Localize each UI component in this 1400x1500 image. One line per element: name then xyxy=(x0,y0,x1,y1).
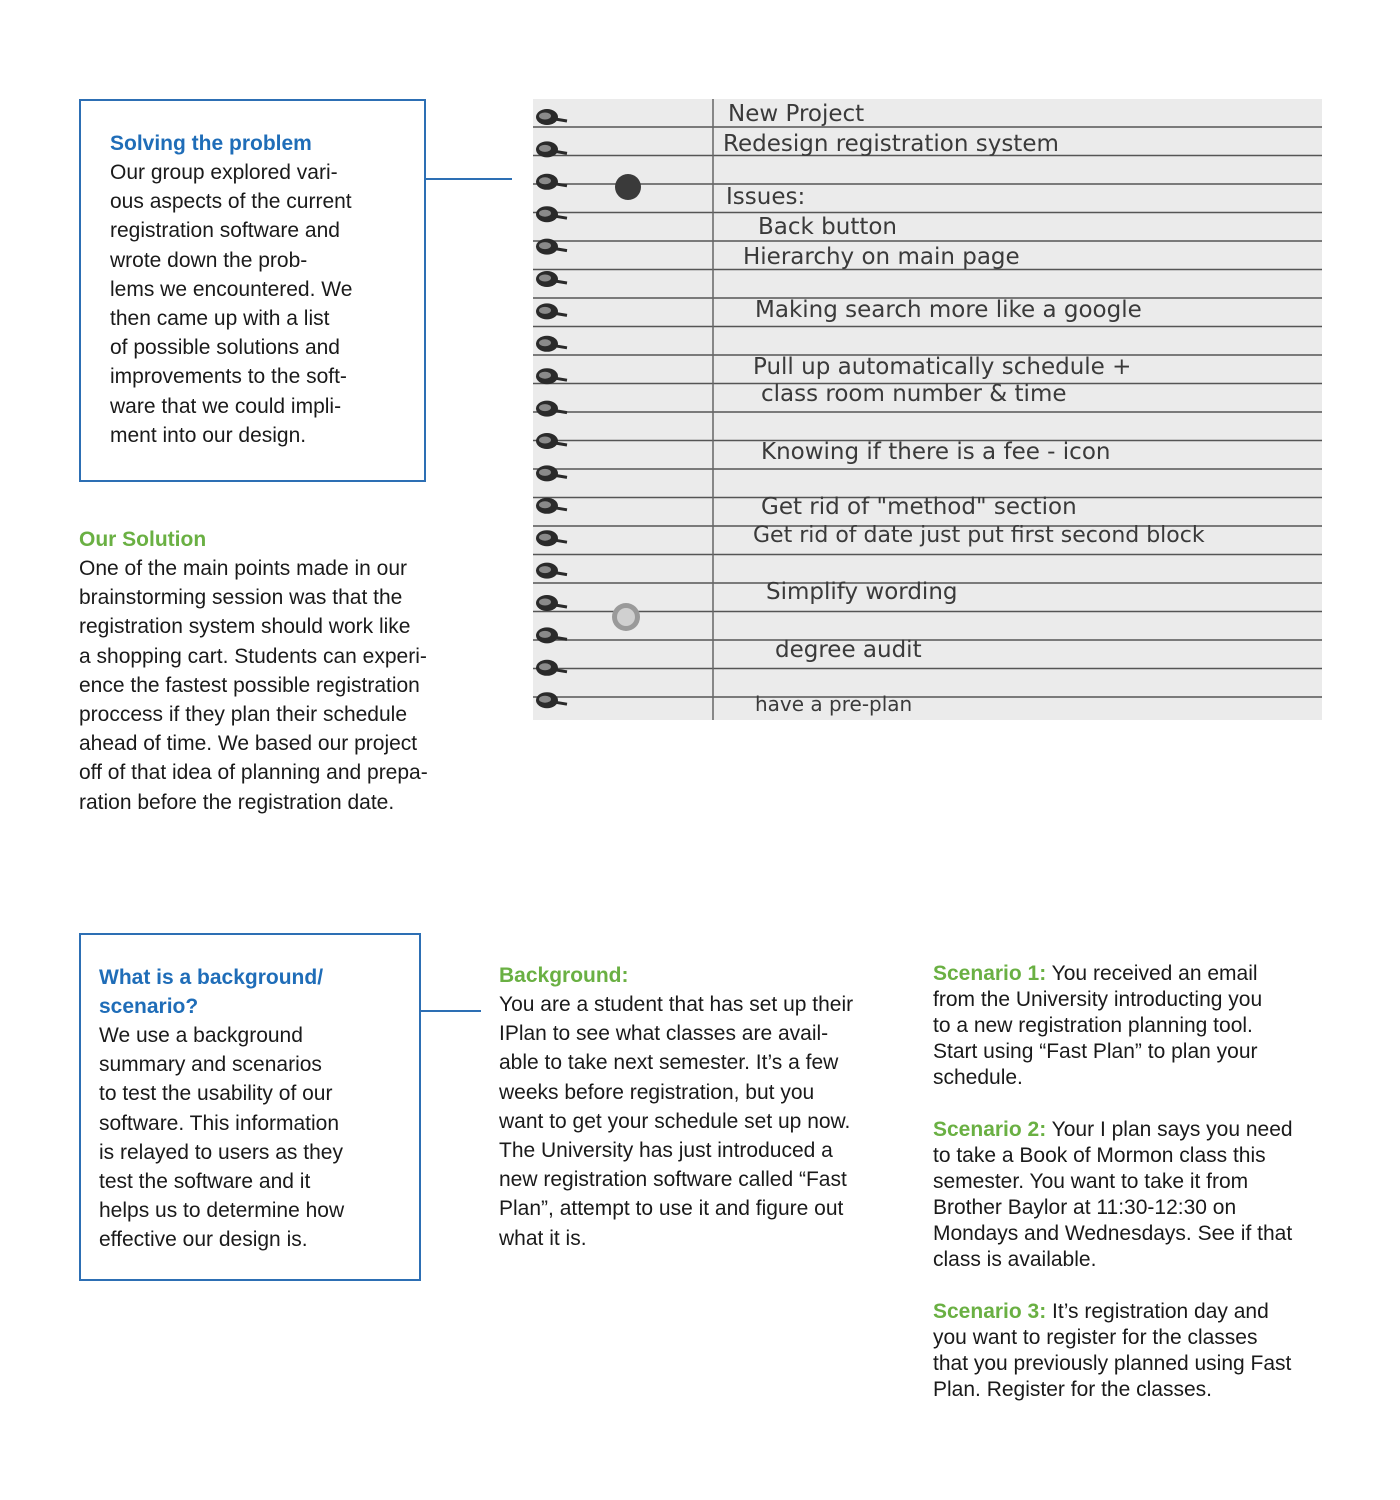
scenario-3-text: It’s registration day and you want to register for the classes that you previously planned using Fast Plan. Register for the classes. xyxy=(933,1300,1292,1401)
note-line: class room number & time xyxy=(761,381,1067,407)
note-line: Pull up automatically schedule + xyxy=(753,354,1132,380)
scenario-3 xyxy=(933,1299,1333,1403)
note-line: Issues: xyxy=(726,184,806,210)
scenario-1-text: You received an email from the University introducting you to a new registration planning tool. Start using “Fast Plan” to plan your schedule. xyxy=(933,962,1263,1089)
note-line: Making search more like a google xyxy=(755,297,1142,323)
what-is-background-box xyxy=(79,933,421,1281)
scenarios-section xyxy=(933,961,1333,1429)
scenario-3-label: Scenario 3: xyxy=(933,1300,1047,1323)
our-solution-heading: Our Solution xyxy=(79,528,207,551)
scenario-1-label: Scenario 1: xyxy=(933,962,1047,985)
background-body: You are a student that has set up their IPlan to see what classes are avail- able to take next semester. It’s a few weeks before registration, but you want to get your schedule set up now. The University has just introduced a new registration software called “Fast Plan”, attempt to use it and figure out what it is. xyxy=(499,993,854,1250)
solving-problem-body: Our group explored vari- ous aspects of the current registration software and wrote down the prob- lems we encountered. We then came up with a list of possible solutions and improvements to the soft- ware that we could impli- ment into our design. xyxy=(110,161,353,447)
note-line: Simplify wording xyxy=(766,579,958,605)
background-heading: Background: xyxy=(499,964,629,987)
our-solution-section xyxy=(79,525,479,817)
background-connector-line xyxy=(421,1010,481,1012)
notebook-page xyxy=(533,99,1322,720)
note-line: degree audit xyxy=(775,637,922,663)
note-line: Get rid of date just put first second block xyxy=(753,523,1205,548)
punch-hole-icon xyxy=(615,174,641,200)
solving-problem-box xyxy=(79,99,426,482)
problem-connector-line xyxy=(426,178,512,180)
scenario-2 xyxy=(933,1117,1333,1273)
note-line: have a pre-plan xyxy=(755,692,913,716)
solving-problem-heading: Solving the problem xyxy=(110,132,312,155)
note-line: Get rid of "method" section xyxy=(761,494,1077,520)
scenario-2-text: Your I plan says you need to take a Book of Mormon class this semester. You want to take it from Brother Baylor at 11:30-12:30 on Mondays and Wednesdays. See if that class is available. xyxy=(933,1118,1293,1271)
what-is-background-heading: What is a background/ scenario? xyxy=(99,966,324,1018)
notebook-photo xyxy=(533,99,1322,720)
what-is-background-body: We use a background summary and scenarios to test the usability of our software. This information is relayed to users as they test the software and it helps us to determine how effective our design is. xyxy=(99,1024,345,1252)
note-line: Redesign registration system xyxy=(723,131,1059,157)
note-line: Knowing if there is a fee - icon xyxy=(761,439,1111,465)
note-line: Hierarchy on main page xyxy=(743,244,1020,270)
our-solution-body: One of the main points made in our brainstorming session was that the registration system should work like a shopping cart. Students can experi- ence the fastest possible registration proccess if they plan their schedule ahead of time. We based our project off of that idea of planning and prepa- ration before the registration date. xyxy=(79,557,428,814)
note-line: Back button xyxy=(758,214,898,240)
scenario-2-label: Scenario 2: xyxy=(933,1118,1047,1141)
background-section xyxy=(499,961,899,1253)
scenario-1 xyxy=(933,961,1333,1091)
note-line: New Project xyxy=(728,101,865,127)
